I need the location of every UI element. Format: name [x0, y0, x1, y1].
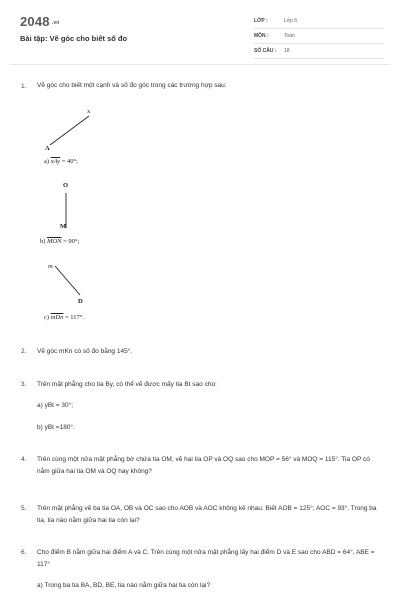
exercise-title: Bài tập: Vẽ góc cho biết số đo [20, 34, 128, 43]
question-number: 4. [21, 456, 27, 463]
point-x-label: x [87, 108, 91, 115]
question-text: Trên cùng một nửa mặt phẳng bờ chứa tia OM, vẽ hai tia OP và OQ sao cho MOP = 56° và MOQ = 115°. Tia OP có nằm giữa hai tia OM và OQ hay không? [37, 456, 370, 475]
meta-key: LỚP : [254, 18, 268, 24]
meta-key: SỐ CÂU : [254, 48, 277, 54]
sub-item: a) Trong ba tia BA, BD, BE, tia nào nằm giữa hai tia còn lại? [37, 582, 211, 589]
question-text: Trên mặt phẳng vẽ ba tia OA, OB và OC sao cho AOB và AOC không kề nhau. Biết AOB = 125°; AOC = 93°. Trong ba tia, tia nào nằm giữa hai tia còn lại? [37, 505, 377, 524]
question-text: Vẽ góc mKn có số đo bằng 145°. [37, 348, 133, 355]
meta-value: 18 [284, 48, 290, 54]
question-text: Trên mặt phẳng cho tia By, có thể vẽ được mấy tia Bt sao cho: [37, 381, 217, 388]
sub-item: a) yBt = 30°; [37, 402, 74, 409]
angle-caption-b: b) $\overline{MON} = 90^\circ$; [40, 238, 80, 245]
point-m-lower-label: m [48, 263, 53, 270]
ray-ax [50, 116, 89, 145]
ray-md [55, 266, 80, 295]
logo-suffix: .vn [51, 19, 60, 26]
sub-item: b) yBt =180°. [37, 424, 75, 431]
question-text: Cho điểm B nằm giữa hai điểm A và C. Trên cùng một nửa mặt phẳng lấy hai điểm D và E sao cho ABD = 64°, ABE = 117° [37, 549, 375, 568]
question-text: Vẽ góc cho biết một cạnh và số đo góc trong các trường hợp sau: [37, 82, 227, 89]
question-number: 3. [21, 381, 27, 388]
question-number: 6. [21, 549, 27, 556]
meta-key: MÔN : [254, 33, 269, 39]
angle-caption-a: a) $\overline{xAy} = 40^\circ$; [44, 158, 78, 165]
question-number: 1. [21, 83, 27, 90]
meta-value: Toán [284, 33, 295, 39]
point-d-label: D [78, 298, 83, 305]
angle-caption-c: c) $\overline{mDn} = 117^\circ$. [44, 314, 84, 321]
point-o-label: O [63, 182, 69, 189]
meta-value: Lớp 6 [284, 18, 298, 24]
question-number: 2. [21, 348, 27, 355]
point-a-label: A [45, 145, 50, 152]
question-number: 5. [21, 505, 27, 512]
logo-text: 2048 [20, 14, 50, 29]
point-m-label: M [60, 223, 67, 230]
